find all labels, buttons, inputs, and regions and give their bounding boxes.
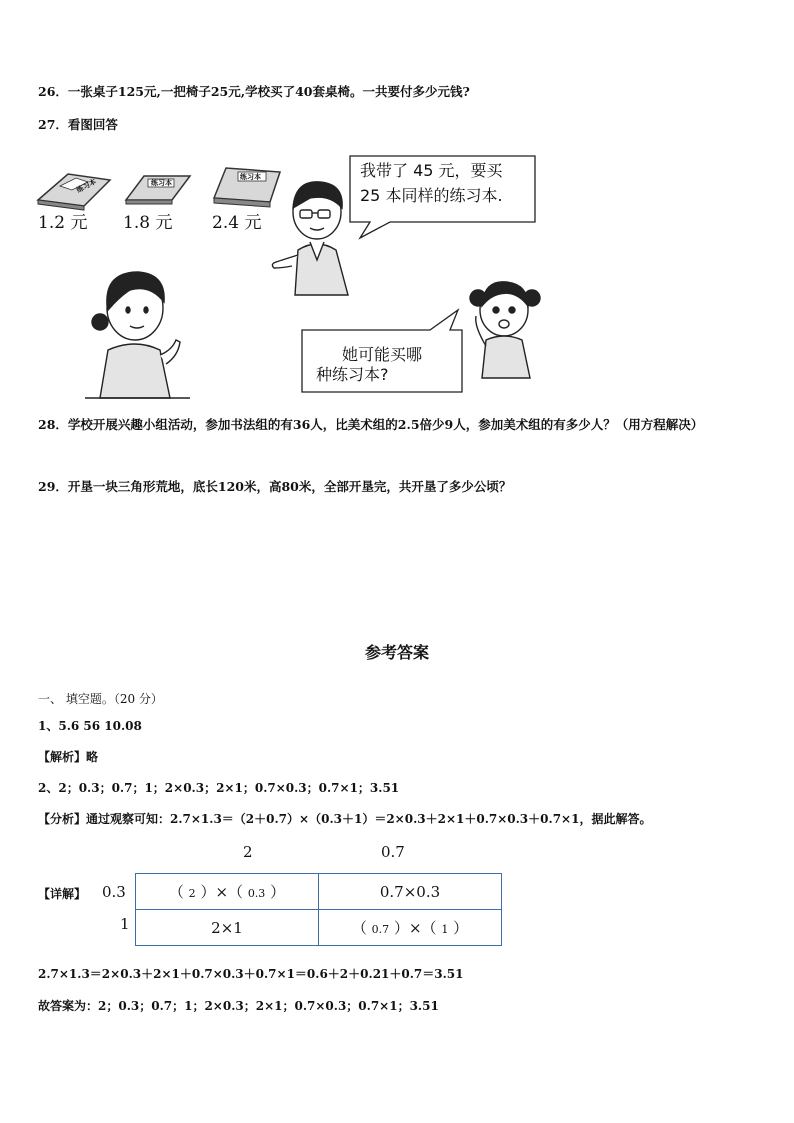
girl-bubble-line-1: 她可能买哪 (342, 345, 423, 364)
answer-2-conclusion: 故答案为：2；0.3；0.7；1；2×0.3；2×1；0.7×0.3；0.7×1；3.51 (38, 999, 439, 1013)
grid-cell-r1c1-mid: ）×（ (200, 883, 244, 901)
teacher-bubble-line-2: 25 本同样的练习本. (360, 186, 503, 205)
woman-figure-icon (85, 272, 190, 398)
answer-1: 1、5.6 56 10.08 (38, 719, 142, 733)
answer-2-analysis: 【分析】通过观察可知：2.7×1.3＝（2＋0.7）×（0.3＋1）＝2×0.3＋2×1＋0.7×0.3＋0.7×1，据此解答。 (38, 812, 652, 826)
multiplication-grid (135, 873, 502, 946)
answers-title: 参考答案 (364, 643, 429, 662)
grid-cell-r1c1-close: ） (270, 883, 286, 901)
grid-col-head-1: 2 (243, 843, 253, 861)
grid-cell-r1c1-v2: 0.3 (247, 887, 266, 900)
question-29: 29．开垦一块三角形荒地，底长120米，高80米，全部开垦完，共开垦了多少公顷？ (38, 479, 512, 494)
grid-row-head-2: 1 (120, 915, 130, 933)
grid-col-head-2: 0.7 (381, 843, 405, 861)
question-28: 28．学校开展兴趣小组活动，参加书法组的有36人，比美术组的2.5倍少9人，参加美术组的有多少人？（用方程解决） (38, 417, 704, 432)
notebook-2-price: 1.8 元 (123, 213, 173, 233)
grid-cell-r2c2-v2: 1 (441, 923, 449, 936)
question-26: 26．一张桌子125元,一把椅子25元,学校买了40套桌椅。一共要付多少元钱? (38, 84, 470, 99)
grid-cell-r1c2: 0.7×0.3 (319, 874, 502, 910)
grid-cell-r2c2-open: （ (351, 919, 367, 937)
grid-cell-r2c2-mid: ）×（ (393, 919, 437, 937)
answers-section-heading: 一、 填空题。（20 分） (38, 692, 163, 706)
grid-cell-r1c1-open: （ (168, 883, 184, 901)
grid-cell-r2c1: 2×1 (136, 910, 319, 946)
grid-row-head-1: 0.3 (102, 883, 126, 901)
detail-label: 【详解】 (38, 887, 87, 901)
answer-2-formula: 2.7×1.3＝2×0.3＋2×1＋0.7×0.3＋0.7×1＝0.6＋2＋0.21＋0.7＝3.51 (38, 967, 464, 981)
question-27: 27．看图回答 (38, 117, 118, 132)
notebook-3-price: 2.4 元 (212, 213, 262, 233)
grid-cell-r1c1 (136, 874, 319, 910)
grid-cell-r2c2 (319, 910, 502, 946)
teacher-bubble-line-1: 我带了 45 元，要买 (360, 161, 503, 180)
notebook-1-icon (38, 174, 110, 210)
answer-1-analysis: 【解析】略 (38, 750, 99, 764)
girl-bubble-line-2: 种练习本? (316, 365, 389, 384)
answer-2: 2、2；0.3；0.7；1；2×0.3；2×1；0.7×0.3；0.7×1；3.51 (38, 781, 400, 795)
figure-illustration (30, 150, 590, 410)
grid-cell-r2c2-v1: 0.7 (371, 923, 390, 936)
teacher-figure-icon (272, 182, 348, 295)
girl-figure-icon (470, 282, 540, 378)
notebook-2-label: 练习本 (151, 178, 172, 187)
grid-cell-r2c2-close: ） (453, 919, 469, 937)
notebook-1-price: 1.2 元 (38, 213, 88, 233)
grid-cell-r1c1-v1: 2 (188, 887, 196, 900)
notebook-1-label: 练习本 (74, 176, 98, 195)
notebook-3-label: 练习本 (240, 172, 261, 181)
